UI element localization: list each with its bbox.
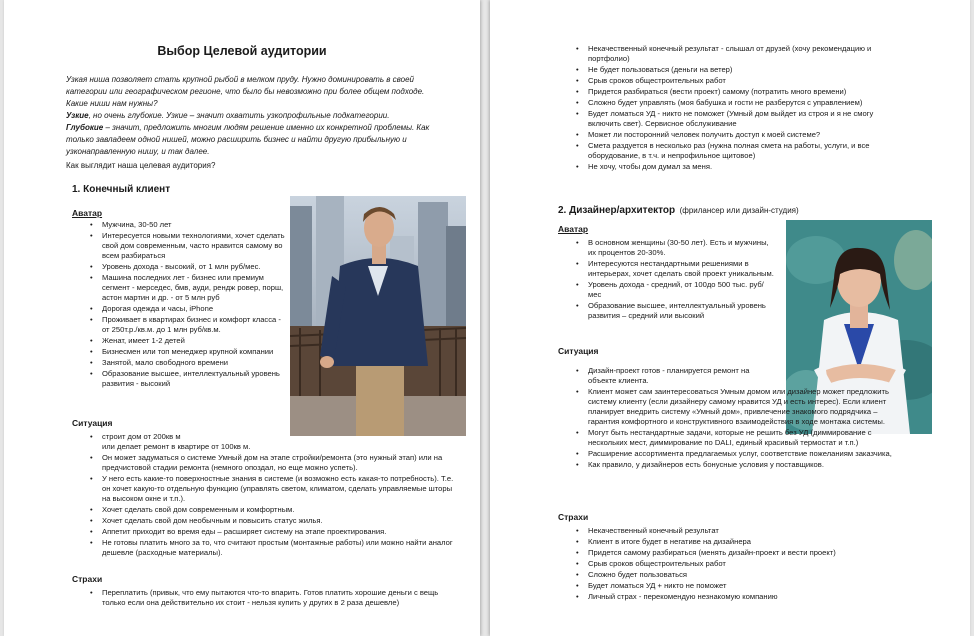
- list-item: • Хочет сделать свой дом необычным и повысить статус жилья.: [90, 516, 458, 526]
- avatar-list: [90, 220, 288, 389]
- list-item: • Клиент может сам заинтересоваться Умным домом или дизайнер может предложить систему клиенту (если дизайнеру самому нравится УД и есть интерес). Если клиент планирует внедрить систему «Умный дом», привлечение знакомого подрядчика – гарантия комфортного и конструктивного взаимодействия в ходе монтажа системы.: [576, 387, 892, 427]
- list-item: • Интересуются нестандартными решениями в интерьерах, хочет сделать свой проект уникальным.: [576, 259, 776, 279]
- section-designer-note: (фрилансер или дизайн-студия): [679, 206, 799, 215]
- fears-heading: Страхи: [72, 574, 103, 584]
- list-item: • Уровень дохода - средний, от 100до 500 тыс. руб/мес: [576, 280, 776, 300]
- document-page-1: [4, 0, 480, 636]
- list-item: • Интересуется новыми технологиями, хочет сделать свой дом современным, часто нравится самому во всем разбираться: [90, 231, 288, 261]
- list-item: • Не хочу, чтобы дом думал за меня.: [576, 162, 906, 172]
- list-item: • В основном женщины (30-50 лет). Есть и мужчины, их процентов 20-30%.: [576, 238, 776, 258]
- fears-heading: Страхи: [558, 512, 589, 522]
- list-item: • Хочет сделать свой дом современным и комфортным.: [90, 505, 458, 515]
- list-item: • Не будет пользоваться (деньги на ветер): [576, 65, 906, 75]
- narrow-text: , но очень глубокие. Узкие – значит охватить узкопрофильные подкатегории.: [88, 111, 390, 120]
- list-item: • Аппетит приходит во время еды – расширяет систему на этапе проектирования.: [90, 527, 458, 537]
- intro-paragraph: [66, 74, 436, 158]
- list-item: • Некачественный конечный результат - слышал от друзей (хочу рекомендацию и портфолио): [576, 44, 906, 64]
- list-item: • Дизайн-проект готов - планируется ремонт на объекте клиента.: [576, 366, 766, 386]
- deep-text: – значит, предложить многим людям решение именно их конкретной проблемы. Как: [103, 123, 430, 132]
- list-item: • Срыв сроков общестроительных работ: [576, 76, 906, 86]
- list-item: • Срыв сроков общестроительных работ: [576, 559, 906, 569]
- list-item: • Будет ломаться УД + никто не поможет: [576, 581, 906, 591]
- man-photo: [290, 196, 466, 436]
- list-item: • Женат, имеет 1-2 детей: [90, 336, 288, 346]
- list-item: • Личный страх - перекомендую незнакомую компанию: [576, 592, 906, 602]
- list-item: • Дорогая одежда и часы, iPhone: [90, 304, 288, 314]
- list-item: • Он может задуматься о системе Умный дом на этапе стройки/ремонта (это нужный этап) или на предчистовой стадии ремонта (немного опоздал, но еще можно успеть).: [90, 453, 458, 473]
- situation-heading: Ситуация: [72, 418, 113, 428]
- list-item: • Образование высшее, интеллектуальный уровень развития - высокий: [90, 369, 288, 389]
- list-item: • Не готовы платить много за то, что считают простым (монтажные работы) или можно найти аналог дешевле (расходные материалы).: [90, 538, 458, 558]
- narrow-label: Узкие: [66, 111, 89, 120]
- intro-line: Узкая ниша позволяет стать крупной рыбой в мелком пруду. Нужно доминировать в своей: [66, 75, 415, 84]
- list-item: • Сложно будет управлять (моя бабушка и гости не разберутся с управлением): [576, 98, 906, 108]
- deep-definition: [66, 122, 436, 134]
- list-item: • Уровень дохода - высокий, от 1 млн руб/мес.: [90, 262, 288, 272]
- fears-list: [90, 588, 458, 608]
- list-item: • Бизнесмен или топ менеджер крупной компании: [90, 347, 288, 357]
- section-designer: [558, 200, 799, 218]
- fears-list: [576, 526, 906, 602]
- page-title: Выбор Целевой аудитории: [157, 44, 327, 58]
- intro-line: категории или географическом регионе, что было бы невозможно при более общем подходе.: [66, 87, 425, 96]
- section-end-client: 1. Конечный клиент: [72, 184, 171, 195]
- list-item: • Мужчина, 30-50 лет: [90, 220, 288, 230]
- list-item: • Смета раздуется в несколько раз (нужна полная смета на работы, услуги, и все оборудование, в т.ч. и непрофильное щитовое): [576, 141, 906, 161]
- intro-line: только завладеем одной нишей, можно расширить бизнес и найти другую прибыльную и: [66, 135, 407, 144]
- narrow-definition: [66, 110, 436, 122]
- list-item: • Занятой, мало свободного времени: [90, 358, 288, 368]
- intro-line: Какие ниши нам нужны?: [66, 99, 158, 108]
- avatar-heading: Аватар: [72, 208, 103, 218]
- deep-label: Глубокие: [66, 123, 104, 132]
- list-item: • Могут быть нестандартные задачи, которые не решить без УД (диммирование с нескольких мест, диммирование по DALI, единый красивый термостат и т.п.): [576, 428, 892, 448]
- situation-list: [90, 432, 458, 558]
- list-item: • Как правило, у дизайнеров есть бонусные условия у поставщиков.: [576, 460, 892, 470]
- situation-heading: Ситуация: [558, 346, 599, 356]
- audience-question: Как выглядит наша целевая аудитория?: [66, 161, 216, 170]
- document-page-2: [490, 0, 970, 636]
- section-designer-title: 2. Дизайнер/архитектор: [558, 205, 676, 216]
- man-photo-image: [290, 196, 466, 436]
- list-item: • Образование высшее, интеллектуальный уровень развития – средний или высокий: [576, 301, 776, 321]
- intro-line: узконаправленную нишу, и так далее.: [66, 147, 210, 156]
- fears-list-continued: [576, 44, 906, 172]
- list-item: • Придется самому разбираться (менять дизайн-проект и вести проект): [576, 548, 906, 558]
- list-item: • строит дом от 200кв м: [90, 432, 458, 442]
- list-item: • Переплатить (привык, что ему пытаются что-то впарить. Готов платить хорошие деньги с вещь только если она действительно их стоит - нельзя купить у других в 2 раза дешевле): [90, 588, 458, 608]
- list-item-continuation: или делает ремонт в квартире от 100кв м.: [102, 442, 251, 451]
- list-item: • Сложно будет пользоваться: [576, 570, 906, 580]
- list-item: • Будет ломаться УД - никто не поможет (Умный дом выйдет из строя и я не смогу включить свет). Сервисное обслуживание: [576, 109, 906, 129]
- avatar-heading: Аватар: [558, 224, 589, 234]
- list-item: • Проживает в квартирах бизнес и комфорт класса - от 250т.р./кв.м. до 1 млн руб/кв.м.: [90, 315, 288, 335]
- list-item: • Расширение ассортимента предлагаемых услуг, соответствие пожеланиям заказчика,: [576, 449, 892, 459]
- list-item: • У него есть какие-то поверхностные знания в системе (и возможно есть какая-то потребность). Т.е. он хочет какую-то отдельную функцию (управлять светом, климатом, сделать управляемые шторы на высоком окне и т.п.).: [90, 474, 458, 504]
- situation-list: [576, 366, 892, 470]
- avatar-list: [576, 238, 776, 321]
- list-item: • Клиент в итоге будет в негативе на дизайнера: [576, 537, 906, 547]
- list-item: • Придется разбираться (вести проект) самому (потратить много времени): [576, 87, 906, 97]
- list-item: • Может ли посторонний человек получить доступ к моей системе?: [576, 130, 906, 140]
- list-item: • Машина последних лет - бизнес или премиум сегмент - мерседес, бмв, ауди, рендж ровер, порш, астон мартин и др. - от 5 млн руб: [90, 273, 288, 303]
- list-item: • Некачественный конечный результат: [576, 526, 906, 536]
